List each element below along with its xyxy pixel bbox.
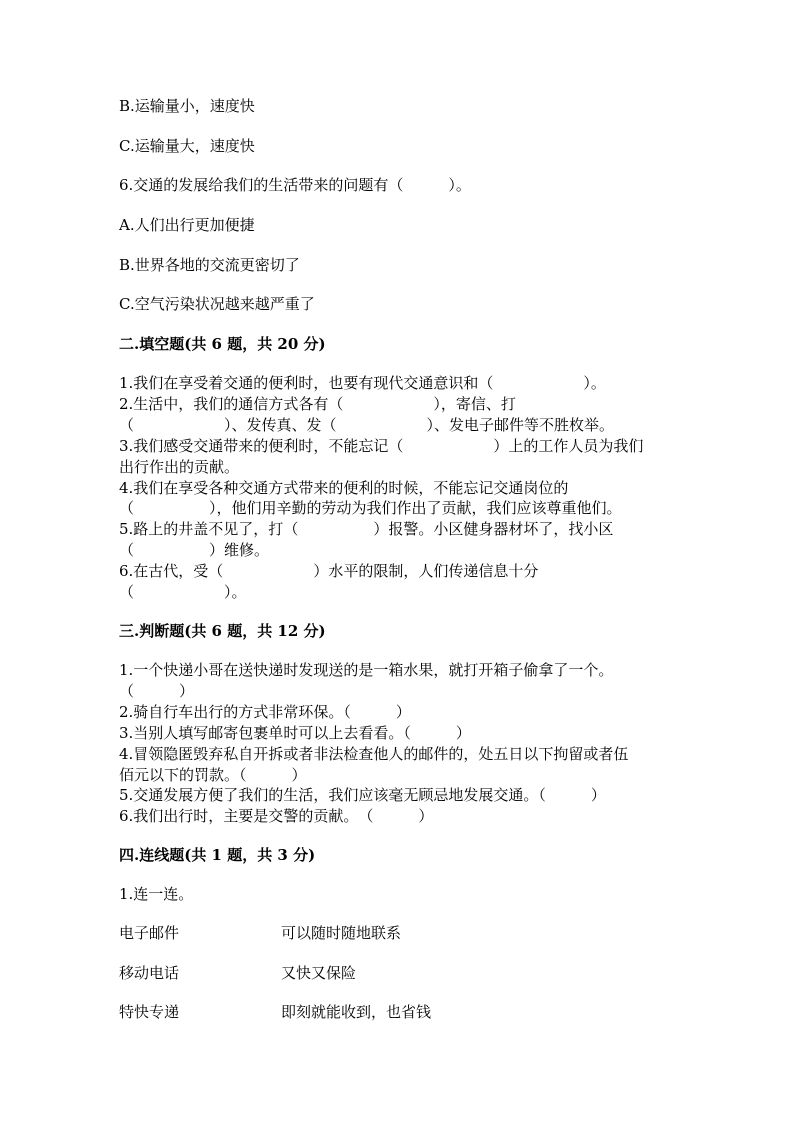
judge-line: （ ） [119,682,195,700]
judge-line: 1.一个快递小哥在送快递时发现送的是一箱水果，就打开箱子偷拿了一个。 [119,661,614,679]
match-right-item: 可以随时随地联系 [281,924,402,942]
q5-option-b: B.运输量小，速度快 [119,97,255,115]
judge-line: 2.骑自行车出行的方式非常环保。（ ） [119,703,411,721]
q6-option-a: A.人们出行更加便捷 [119,216,255,234]
judge-line: 4.冒领隐匿毁弃私自开拆或者非法检查他人的邮件的，处五日以下拘留或者伍 [119,745,629,763]
fill-line: （ ）维修。 [119,541,270,559]
fill-line: 出行作出的贡献。 [119,458,240,476]
judge-line: 5.交通发展方便了我们的生活，我们应该毫无顾忌地发展交通。（ ） [119,786,606,804]
judge-line: 佰元以下的罚款。（ ） [119,766,307,784]
fill-line: 4.我们在享受各种交通方式带来的便利的时候，不能忘记交通岗位的 [119,479,569,497]
fill-line: （ ）。 [119,583,247,601]
match-right-item: 即刻就能收到，也省钱 [281,1003,432,1021]
judge-line: 6.我们出行时，主要是交警的贡献。 （ ） [119,807,434,825]
fill-line: （ ），他们用辛勤的劳动为我们作出了贡献，我们应该尊重他们。 [119,499,622,517]
match-stem: 1.连一连。 [119,885,194,903]
match-left-item: 电子邮件 [119,924,180,942]
fill-line: 5.路上的井盖不见了，打（ ）报警。小区健身器材坏了，找小区 [119,520,614,538]
q5-option-c: C.运输量大，速度快 [119,137,255,155]
match-right-item: 又快又保险 [281,964,357,982]
fill-line: 6.在古代，受（ ）水平的限制，人们传递信息十分 [119,562,539,580]
fill-line: 1.我们在享受着交通的便利时，也要有现代交通意识和（ ）。 [119,374,606,392]
match-left-item: 移动电话 [119,964,180,982]
judge-line: 3.当别人填写邮寄包裹单时可以上去看看。（ ） [119,724,471,742]
section4-heading: 四.连线题(共 1 题，共 3 分) [119,846,316,864]
fill-line: 2.生活中，我们的通信方式各有（ ），寄信、打 [119,395,516,413]
fill-line: 3.我们感受交通带来的便利时，不能忘记（ ）上的工作人员为我们 [119,437,644,455]
match-left-item: 特快专递 [119,1003,180,1021]
fill-line: （ ）、发传真、发（ ）、发电子邮件等不胜枚举。 [119,416,615,434]
q6-option-b: B.世界各地的交流更密切了 [119,256,300,274]
section2-heading: 二.填空题(共 6 题，共 20 分) [119,335,326,353]
q6-option-c: C.空气污染状况越来越严重了 [119,295,315,313]
q6-stem: 6.交通的发展给我们的生活带来的问题有（ ）。 [119,176,471,194]
section3-heading: 三.判断题(共 6 题，共 12 分) [119,622,326,640]
